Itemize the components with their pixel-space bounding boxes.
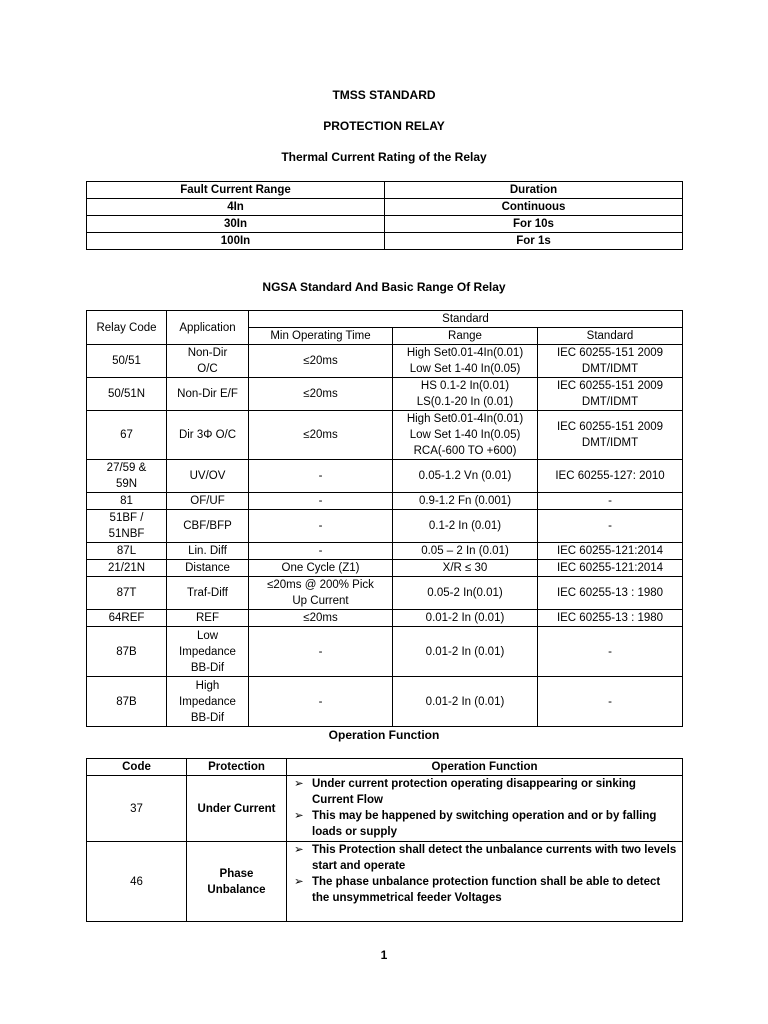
table-cell: X/R ≤ 30 xyxy=(393,560,538,577)
table-cell: High Set0.01-4In(0.01) Low Set 1-40 In(0.05) xyxy=(393,345,538,378)
list-item-text: Under current protection operating disappearing or sinking Current Flow xyxy=(312,778,636,806)
table-cell: 87B xyxy=(87,627,167,677)
table-cell: High Set0.01-4In(0.01) Low Set 1-40 In(0.05) RCA(-600 TO +600) xyxy=(393,411,538,460)
table-row xyxy=(87,776,683,842)
table-cell: - xyxy=(249,493,393,510)
table-cell: UV/OV xyxy=(167,460,249,493)
document-title: TMSS STANDARD xyxy=(332,88,436,102)
arrow-bullet-icon: ➢ xyxy=(294,810,304,822)
thermal-header-range: Fault Current Range xyxy=(87,182,385,199)
table-cell: 0.9-1.2 Fn (0.001) xyxy=(393,493,538,510)
table-cell: Non-Dir O/C xyxy=(167,345,249,378)
table-cell: Continuous xyxy=(385,199,683,216)
ngsa-header-application: Application xyxy=(167,311,249,345)
table-row xyxy=(87,677,683,727)
table-cell: For 1s xyxy=(385,233,683,250)
table-cell: IEC 60255-127: 2010 xyxy=(538,460,683,493)
list-item xyxy=(290,776,679,808)
list-item-text: This Protection shall detect the unbalance currents with two levels start and operate xyxy=(312,844,677,872)
table-cell: 87L xyxy=(87,543,167,560)
table-cell: 100In xyxy=(87,233,385,250)
ngsa-header-range: Range xyxy=(393,328,538,345)
table-row xyxy=(87,493,683,510)
table-cell: 50/51N xyxy=(87,378,167,411)
table-row xyxy=(87,627,683,677)
table-cell xyxy=(287,842,683,922)
table-cell: IEC 60255-151 2009 DMT/IDMT xyxy=(538,345,683,378)
table-cell: ≤20ms xyxy=(249,345,393,378)
arrow-bullet-icon: ➢ xyxy=(294,844,304,856)
table-cell: Lin. Diff xyxy=(167,543,249,560)
table-cell: - xyxy=(249,677,393,727)
list-item-text: The phase unbalance protection function shall be able to detect the unsymmetrical feeder Voltages xyxy=(312,876,661,904)
table-cell: High Impedance BB-Dif xyxy=(167,677,249,727)
table-row xyxy=(87,411,683,460)
operation-header-protection: Protection xyxy=(187,759,287,776)
list-item xyxy=(290,874,679,906)
table-cell: IEC 60255-121:2014 xyxy=(538,560,683,577)
table-cell: Dir 3Φ O/C xyxy=(167,411,249,460)
table-cell: 0.01-2 In (0.01) xyxy=(393,610,538,627)
table-cell: 27/59 & 59N xyxy=(87,460,167,493)
bullet-list xyxy=(290,776,679,840)
ngsa-header-standard: Standard xyxy=(538,328,683,345)
thermal-table xyxy=(86,181,683,250)
table-row xyxy=(87,460,683,493)
table-cell: Low Impedance BB-Dif xyxy=(167,627,249,677)
table-row xyxy=(87,345,683,378)
table-cell: - xyxy=(538,677,683,727)
page-number: 1 xyxy=(380,948,388,962)
ngsa-section-title: NGSA Standard And Basic Range Of Relay xyxy=(262,280,506,294)
table-cell: ≤20ms xyxy=(249,378,393,411)
list-item-text: This may be happened by switching operation and or by falling loads or supply xyxy=(312,810,657,838)
table-cell: 0.05 – 2 In (0.01) xyxy=(393,543,538,560)
table-cell: 81 xyxy=(87,493,167,510)
table-cell: - xyxy=(249,460,393,493)
table-cell: - xyxy=(249,627,393,677)
table-cell: Under Current xyxy=(187,776,287,842)
table-cell: ≤20ms @ 200% Pick Up Current xyxy=(249,577,393,610)
operation-table xyxy=(86,758,683,922)
table-cell: - xyxy=(249,543,393,560)
table-cell: IEC 60255-13 : 1980 xyxy=(538,610,683,627)
table-cell: 30In xyxy=(87,216,385,233)
table-cell: CBF/BFP xyxy=(167,510,249,543)
table-cell: IEC 60255-151 2009 DMT/IDMT xyxy=(538,378,683,411)
table-row xyxy=(87,510,683,543)
table-cell: 21/21N xyxy=(87,560,167,577)
table-cell: - xyxy=(249,510,393,543)
table-row xyxy=(87,216,683,233)
table-cell: IEC 60255-121:2014 xyxy=(538,543,683,560)
table-row xyxy=(87,577,683,610)
table-cell: ≤20ms xyxy=(249,411,393,460)
table-cell: 0.01-2 In (0.01) xyxy=(393,627,538,677)
bullet-list xyxy=(290,842,679,906)
table-cell: ≤20ms xyxy=(249,610,393,627)
table-cell: 50/51 xyxy=(87,345,167,378)
table-cell: - xyxy=(538,627,683,677)
table-cell: 4In xyxy=(87,199,385,216)
operation-header-function: Operation Function xyxy=(287,759,683,776)
list-item xyxy=(290,808,679,840)
arrow-bullet-icon: ➢ xyxy=(294,778,304,790)
table-cell: Non-Dir E/F xyxy=(167,378,249,411)
table-cell: REF xyxy=(167,610,249,627)
operation-header-code: Code xyxy=(87,759,187,776)
table-cell: 87B xyxy=(87,677,167,727)
table-cell: 0.05-2 In(0.01) xyxy=(393,577,538,610)
table-cell xyxy=(287,776,683,842)
table-cell: 0.01-2 In (0.01) xyxy=(393,677,538,727)
table-cell: 37 xyxy=(87,776,187,842)
table-cell: HS 0.1-2 In(0.01) LS(0.1-20 In (0.01) xyxy=(393,378,538,411)
ngsa-header-standard-group: Standard xyxy=(249,311,683,328)
table-row xyxy=(87,560,683,577)
table-cell: Traf-Diff xyxy=(167,577,249,610)
thermal-section-title: Thermal Current Rating of the Relay xyxy=(281,150,487,164)
table-row xyxy=(87,199,683,216)
table-cell: 64REF xyxy=(87,610,167,627)
table-cell: 46 xyxy=(87,842,187,922)
table-cell: - xyxy=(538,493,683,510)
thermal-header-duration: Duration xyxy=(385,182,683,199)
table-cell: OF/UF xyxy=(167,493,249,510)
table-cell: IEC 60255-151 2009 DMT/IDMT xyxy=(538,411,683,460)
table-cell: 0.05-1.2 Vn (0.01) xyxy=(393,460,538,493)
table-row xyxy=(87,610,683,627)
ngsa-header-min-time: Min Operating Time xyxy=(249,328,393,345)
table-row xyxy=(87,378,683,411)
table-cell: One Cycle (Z1) xyxy=(249,560,393,577)
table-row xyxy=(87,233,683,250)
table-cell: IEC 60255-13 : 1980 xyxy=(538,577,683,610)
operation-section-title: Operation Function xyxy=(328,728,440,742)
table-cell: 0.1-2 In (0.01) xyxy=(393,510,538,543)
list-item xyxy=(290,842,679,874)
table-cell: Distance xyxy=(167,560,249,577)
table-cell: For 10s xyxy=(385,216,683,233)
table-row xyxy=(87,543,683,560)
ngsa-header-relay-code: Relay Code xyxy=(87,311,167,345)
table-cell: 67 xyxy=(87,411,167,460)
table-cell: - xyxy=(538,510,683,543)
ngsa-table xyxy=(86,310,683,727)
document-subtitle: PROTECTION RELAY xyxy=(323,119,445,133)
table-cell: Phase Unbalance xyxy=(187,842,287,922)
table-row xyxy=(87,842,683,922)
table-cell: 51BF / 51NBF xyxy=(87,510,167,543)
arrow-bullet-icon: ➢ xyxy=(294,876,304,888)
table-cell: 87T xyxy=(87,577,167,610)
